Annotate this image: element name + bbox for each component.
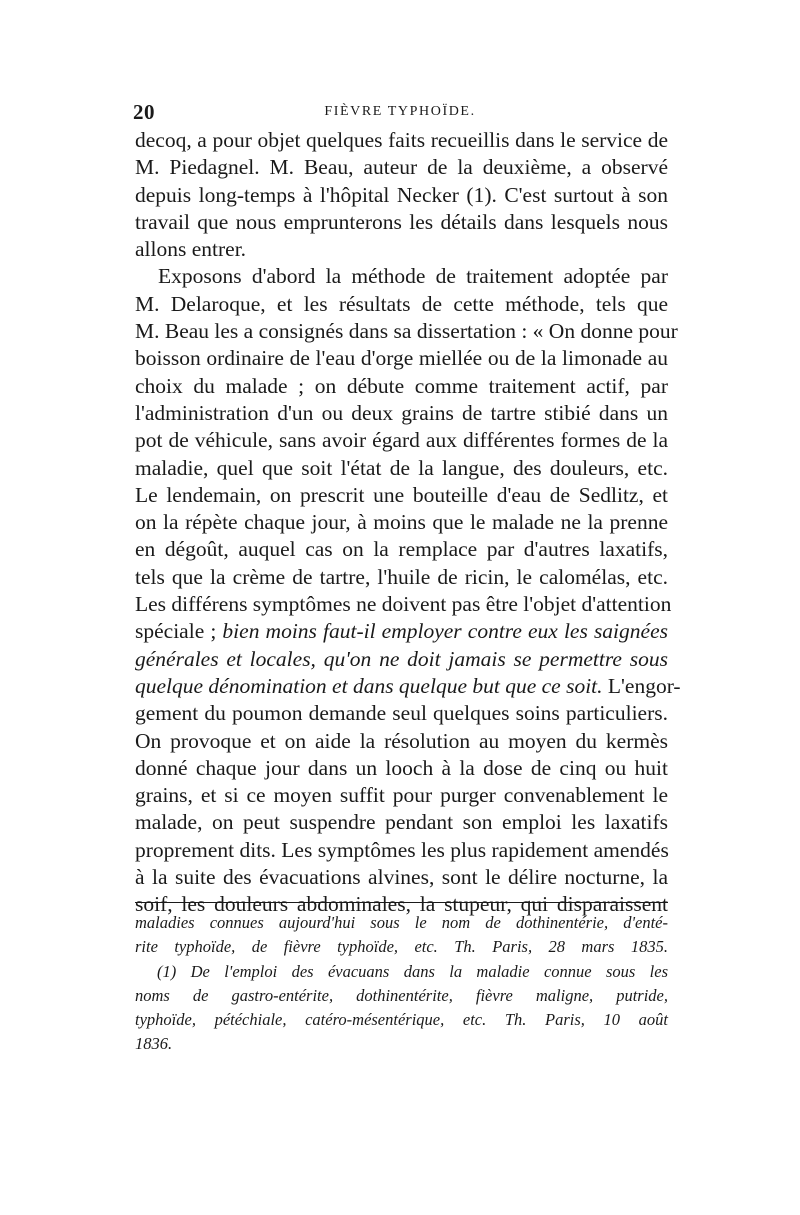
text-line	[135, 646, 668, 673]
text-line: M. Delaroque, et les résultats de cette méthode, tels que	[135, 291, 668, 316]
italic-segment: bien moins faut-il employer contre eux les saignées	[222, 619, 668, 644]
page-number: 20	[133, 100, 155, 124]
text-line: grains, et si ce moyen suffit pour purger convenablement le	[135, 783, 668, 808]
italic-segment: quelque dénomination et dans quelque but que ce soit.	[135, 673, 603, 698]
text-line: depuis long-temps à l'hôpital Necker (1). C'est surtout à son	[135, 182, 668, 207]
text-line: gement du poumon demande seul quelques soins particuliers.	[135, 701, 668, 726]
footnote-rule	[135, 902, 668, 903]
text-line: malade, on peut suspendre pendant son emploi les laxatifs	[135, 810, 668, 835]
text-line: travail que nous emprunterons les détails dans lesquels nous	[135, 209, 668, 234]
italic-segment: générales et locales, qu'on ne doit jamais se permettre sous	[135, 646, 668, 671]
footnote-line: rite typhoïde, de fièvre typhoïde, etc. Th. Paris, 28 mars 1835.	[135, 937, 668, 957]
footnotes	[135, 911, 668, 1057]
text-line: M. Beau les a consignés dans sa dissertation : « On donne pour	[135, 319, 678, 344]
text-line: decoq, a pour objet quelques faits recueillis dans le service de	[135, 128, 668, 152]
text-line: M. Piedagnel. M. Beau, auteur de la deuxième, a observé	[135, 155, 668, 180]
text-line: maladie, quel que soit l'état de la langue, des douleurs, etc.	[135, 455, 668, 480]
text-line: choix du malade ; on débute comme traitement actif, par	[135, 373, 668, 398]
body-text	[135, 127, 681, 919]
text-line: Les différens symptômes ne doivent pas être l'objet d'attention	[135, 592, 672, 617]
roman-segment: spéciale ;	[135, 619, 223, 644]
text-line	[135, 618, 668, 645]
text-line: Exposons d'abord la méthode de traitement adoptée par	[158, 264, 668, 289]
text-line	[135, 673, 681, 700]
text-line: donné chaque jour dans un looch à la dose de cinq ou huit	[135, 755, 668, 780]
running-title: FIÈVRE TYPHOÏDE.	[324, 104, 476, 119]
footnote-line: typhoïde, pétéchiale, catéro-mésentérique, etc. Th. Paris, 10 août	[135, 1010, 668, 1030]
text-line: en dégoût, auquel cas on la remplace par d'autres laxatifs,	[135, 537, 668, 562]
text-line: allons entrer.	[135, 237, 247, 262]
text-line: tels que la crème de tartre, l'huile de ricin, le calomélas, etc.	[135, 564, 668, 589]
text-line: On provoque et on aide la résolution au moyen du kermès	[135, 728, 668, 753]
text-line: proprement dits. Les symptômes les plus rapidement amendés	[135, 837, 669, 862]
footnote-line: (1) De l'emploi des évacuans dans la maladie connue sous les	[157, 961, 668, 981]
footnote-line: 1836.	[135, 1034, 173, 1054]
text-line: boisson ordinaire de l'eau d'orge miellée ou de la limonade au	[135, 346, 668, 371]
text-line: on la répète chaque jour, à moins que le malade ne la prenne	[135, 510, 668, 535]
text-line: soif, les douleurs abdominales, la stupeur, qui disparaissent	[135, 892, 668, 917]
text-line: l'administration d'un ou deux grains de tartre stibié dans un	[135, 400, 668, 425]
footnote-line: noms de gastro-entérite, dothinentérite, fièvre maligne, putride,	[135, 985, 668, 1005]
roman-segment: L'engor-	[602, 673, 681, 698]
text-line: Le lendemain, on prescrit une bouteille d'eau de Sedlitz, et	[135, 482, 668, 507]
text-line: à la suite des évacuations alvines, sont le délire nocturne, la	[135, 865, 668, 890]
footnote-line: maladies connues aujourd'hui sous le nom de dothinentérie, d'enté-	[135, 913, 668, 932]
text-line: pot de véhicule, sans avoir égard aux différentes formes de la	[135, 428, 668, 453]
